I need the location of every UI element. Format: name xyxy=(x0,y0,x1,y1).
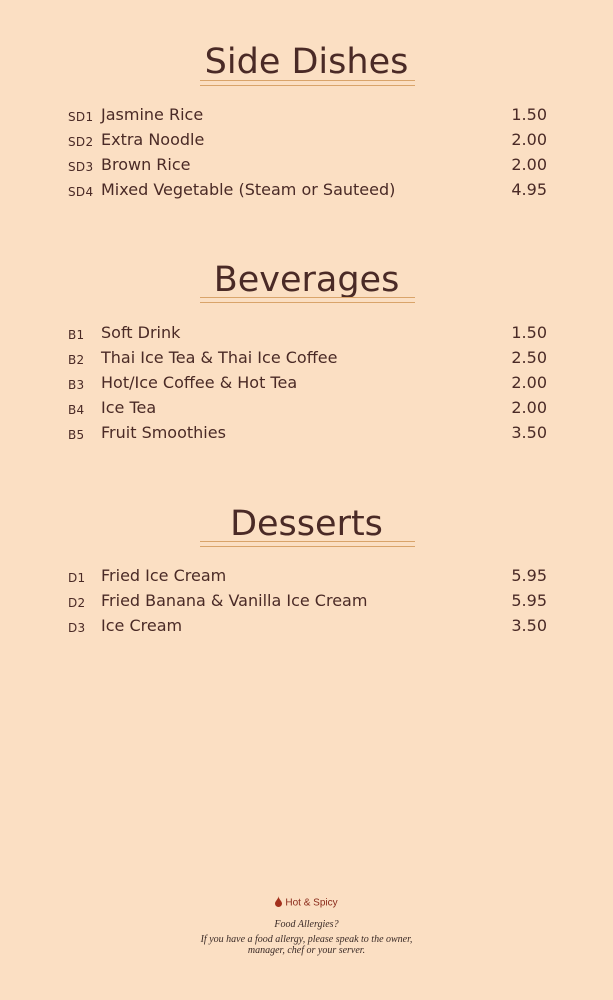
item-code: B2 xyxy=(68,353,85,367)
item-price: 1.50 xyxy=(511,105,547,124)
item-price: 3.50 xyxy=(511,423,547,442)
menu-item xyxy=(0,565,613,589)
title-underline xyxy=(200,541,415,547)
menu-item xyxy=(0,372,613,396)
item-name: Extra Noodle xyxy=(101,130,205,149)
item-code: D3 xyxy=(68,621,86,635)
item-price: 3.50 xyxy=(511,616,547,635)
allergy-note-line2: manager, chef or your server. xyxy=(247,945,366,956)
title-underline xyxy=(200,297,415,303)
item-code: SD2 xyxy=(68,135,94,149)
item-code: SD4 xyxy=(68,185,94,199)
menu-item xyxy=(0,322,613,346)
menu-item xyxy=(0,104,613,128)
item-name: Soft Drink xyxy=(101,323,181,342)
item-code: SD3 xyxy=(68,160,94,174)
item-name: Fried Ice Cream xyxy=(101,566,227,585)
item-code: B4 xyxy=(68,403,85,417)
item-name: Jasmine Rice xyxy=(101,105,204,124)
item-price: 2.00 xyxy=(511,373,547,392)
item-name: Hot/Ice Coffee & Hot Tea xyxy=(101,373,298,392)
item-name: Fried Banana & Vanilla Ice Cream xyxy=(101,591,368,610)
item-price: 2.00 xyxy=(511,155,547,174)
allergy-title: Food Allergies? xyxy=(274,919,339,930)
spicy-legend-label: Hot & Spicy xyxy=(285,897,338,909)
item-code: B1 xyxy=(68,328,85,342)
menu-item xyxy=(0,347,613,371)
item-price: 5.95 xyxy=(511,591,547,610)
item-code: B5 xyxy=(68,428,85,442)
chili-drop-icon xyxy=(275,896,282,910)
section-title-desserts: Desserts xyxy=(230,504,383,544)
menu-item xyxy=(0,590,613,614)
menu-item xyxy=(0,179,613,203)
menu-item xyxy=(0,615,613,639)
item-code: SD1 xyxy=(68,110,94,124)
item-price: 2.00 xyxy=(511,130,547,149)
title-underline xyxy=(200,80,415,86)
item-name: Ice Tea xyxy=(101,398,157,417)
item-price: 1.50 xyxy=(511,323,547,342)
item-price: 2.50 xyxy=(511,348,547,367)
spicy-legend xyxy=(0,896,613,910)
item-name: Thai Ice Tea & Thai Ice Coffee xyxy=(101,348,338,367)
item-price: 4.95 xyxy=(511,180,547,199)
menu-item xyxy=(0,129,613,153)
menu-item xyxy=(0,397,613,421)
item-name: Fruit Smoothies xyxy=(101,423,226,442)
item-name: Mixed Vegetable (Steam or Sauteed) xyxy=(101,180,396,199)
item-code: D2 xyxy=(68,596,86,610)
item-code: B3 xyxy=(68,378,85,392)
item-price: 2.00 xyxy=(511,398,547,417)
item-name: Brown Rice xyxy=(101,155,191,174)
item-price: 5.95 xyxy=(511,566,547,585)
allergy-note-line1: If you have a food allergy, please speak to the owner, xyxy=(200,934,413,945)
menu-item xyxy=(0,422,613,446)
section-title-side-dishes: Side Dishes xyxy=(204,42,409,82)
item-code: D1 xyxy=(68,571,86,585)
section-title-beverages: Beverages xyxy=(213,260,400,300)
item-name: Ice Cream xyxy=(101,616,183,635)
menu-item xyxy=(0,154,613,178)
